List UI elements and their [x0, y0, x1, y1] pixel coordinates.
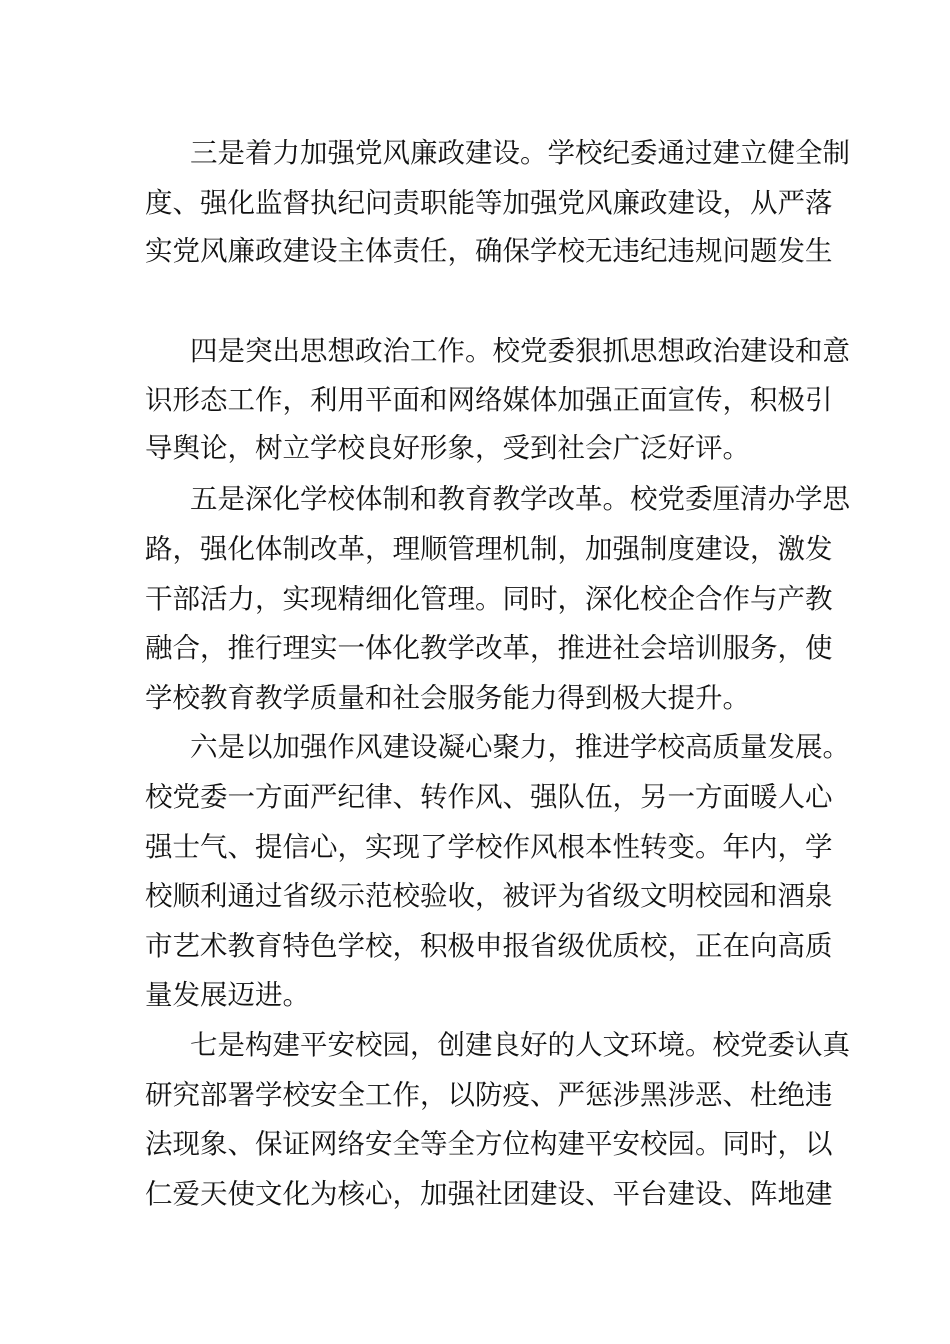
paragraph-six-line-1: 六是以加强作风建设凝心聚力，推进学校高质量发展。 [190, 731, 850, 763]
paragraph-five-line-1: 五是深化学校体制和教育教学改革。校党委厘清办学思 [190, 483, 850, 515]
paragraph-three-line-3: 实党风廉政建设主体责任，确保学校无违纪违规问题发生 [145, 235, 833, 267]
paragraph-four-line-2: 识形态工作，利用平面和网络媒体加强正面宣传，积极引 [145, 384, 833, 416]
paragraph-five-line-3: 干部活力，实现精细化管理。同时，深化校企合作与产教 [145, 583, 833, 615]
paragraph-five-line-2: 路，强化体制改革，理顺管理机制，加强制度建设，激发 [145, 533, 833, 565]
paragraph-four-line-3: 导舆论，树立学校良好形象，受到社会广泛好评。 [145, 432, 750, 464]
paragraph-three-line-1: 三是着力加强党风廉政建设。学校纪委通过建立健全制 [190, 137, 850, 169]
paragraph-seven-line-2: 研究部署学校安全工作，以防疫、严惩涉黑涉恶、杜绝违 [145, 1079, 833, 1111]
paragraph-five-line-4: 融合，推行理实一体化教学改革，推进社会培训服务，使 [145, 632, 833, 664]
paragraph-seven-line-1: 七是构建平安校园，创建良好的人文环境。校党委认真 [190, 1029, 850, 1061]
paragraph-six-line-3: 强士气、提信心，实现了学校作风根本性转变。年内，学 [145, 831, 833, 863]
paragraph-six-line-2: 校党委一方面严纪律、转作风、强队伍，另一方面暖人心 [145, 781, 833, 813]
paragraph-four-line-1: 四是突出思想政治工作。校党委狠抓思想政治建设和意 [190, 335, 850, 367]
paragraph-six-line-6: 量发展迈进。 [145, 979, 310, 1011]
paragraph-six-line-5: 市艺术教育特色学校，积极申报省级优质校，正在向高质 [145, 930, 833, 962]
paragraph-seven-line-4: 仁爱天使文化为核心，加强社团建设、平台建设、阵地建 [145, 1178, 833, 1210]
paragraph-three-line-2: 度、强化监督执纪问责职能等加强党风廉政建设，从严落 [145, 187, 833, 219]
paragraph-five-line-5: 学校教育教学质量和社会服务能力得到极大提升。 [145, 682, 750, 714]
paragraph-six-line-4: 校顺利通过省级示范校验收，被评为省级文明校园和酒泉 [145, 880, 833, 912]
paragraph-seven-line-3: 法现象、保证网络安全等全方位构建平安校园。同时，以 [145, 1128, 833, 1160]
